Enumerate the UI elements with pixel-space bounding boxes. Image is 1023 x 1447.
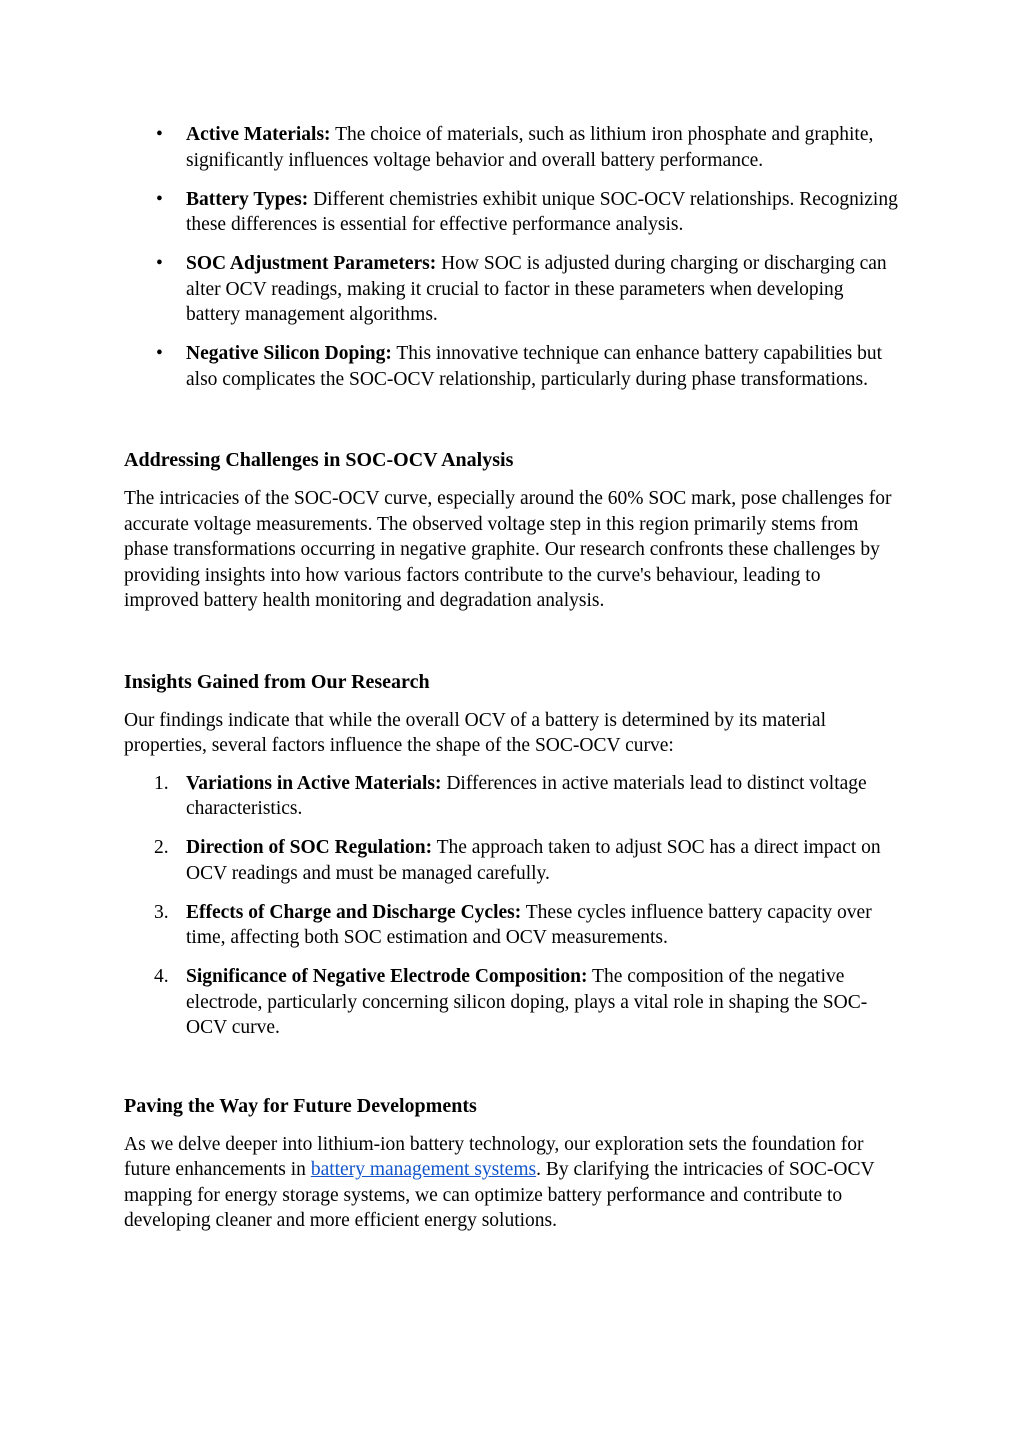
list-item-term: Significance of Negative Electrode Composition: bbox=[186, 966, 588, 987]
list-item-term: Direction of SOC Regulation: bbox=[186, 837, 433, 858]
list-item-text: This innovative technique can enhance battery capabilities but also complicates the SOC-OCV relationship, particularly during phase transformations. bbox=[186, 343, 883, 390]
list-item-number: 4. bbox=[154, 966, 169, 987]
list-item-text: These cycles influence battery capacity over time, affecting both SOC estimation and OCV measurements. bbox=[186, 901, 872, 948]
list-item-text: The composition of the negative electrode, particularly concerning silicon doping, plays a vital role in shaping the SOC-OCV curve. bbox=[186, 966, 868, 1038]
list-item-term: Variations in Active Materials: bbox=[186, 772, 442, 794]
list-item-text: How SOC is adjusted during charging or discharging can alter OCV readings, making it crucial to factor in these parameters when developing battery management algorithms. bbox=[186, 253, 887, 325]
future-heading: Paving the Way for Future Developments bbox=[124, 1094, 477, 1117]
insights-numbered-list bbox=[124, 771, 899, 1041]
insights-heading: Insights Gained from Our Research bbox=[124, 670, 430, 693]
list-item bbox=[154, 771, 899, 822]
list-item-text: The choice of materials, such as lithium iron phosphate and graphite, significantly influences voltage behavior and overall battery performance. bbox=[186, 124, 874, 171]
challenges-heading: Addressing Challenges in SOC-OCV Analysis bbox=[124, 449, 514, 471]
list-item bbox=[186, 251, 899, 328]
list-item-text: The approach taken to adjust SOC has a direct impact on OCV readings and must be managed carefully. bbox=[186, 837, 881, 884]
list-item bbox=[186, 122, 899, 173]
factors-bullet-list bbox=[124, 122, 899, 392]
list-item-term: Active Materials: bbox=[186, 124, 331, 145]
list-item-number: 3. bbox=[154, 901, 169, 923]
list-item-term: SOC Adjustment Parameters: bbox=[186, 253, 437, 274]
list-item bbox=[154, 900, 899, 951]
list-item-number: 1. bbox=[154, 772, 169, 794]
challenges-paragraph: The intricacies of the SOC-OCV curve, especially around the 60% SOC mark, pose challenges for accurate voltage measurements. The observed voltage step in this region primarily stems from phase transformations occurring in negative graphite. Our research confronts these challenges by providing insights into how various factors contribute to the curve's behaviour, leading to improved battery health monitoring and degradation analysis. bbox=[124, 488, 892, 611]
list-item bbox=[186, 187, 899, 238]
list-item bbox=[186, 341, 899, 392]
list-item bbox=[154, 835, 899, 886]
list-item-term: Battery Types: bbox=[186, 188, 309, 210]
list-item-text: Different chemistries exhibit unique SOC-OCV relationships. Recognizing these differences is essential for effective performance analysis. bbox=[186, 188, 898, 235]
battery-management-systems-link[interactable]: battery management systems bbox=[310, 1159, 537, 1180]
future-text-before-link: As we delve deeper into lithium-ion battery technology, our exploration sets the foundation for future enhancements in bbox=[124, 1133, 864, 1180]
list-item bbox=[154, 964, 899, 1041]
list-item-number: 2. bbox=[154, 837, 169, 858]
future-text-after-link: . By clarifying the intricacies of SOC-OCV mapping for energy storage systems, we can optimize battery performance and contribute to developing cleaner and more efficient energy solutions. bbox=[124, 1159, 875, 1231]
list-item-text: Differences in active materials lead to distinct voltage characteristics. bbox=[186, 772, 867, 819]
list-item-term: Effects of Charge and Discharge Cycles: bbox=[186, 901, 522, 923]
list-item-term: Negative Silicon Doping: bbox=[186, 343, 392, 364]
future-paragraph bbox=[124, 1132, 899, 1234]
insights-intro-paragraph: Our findings indicate that while the overall OCV of a battery is determined by its material properties, several factors influence the shape of the SOC-OCV curve: bbox=[124, 709, 826, 756]
